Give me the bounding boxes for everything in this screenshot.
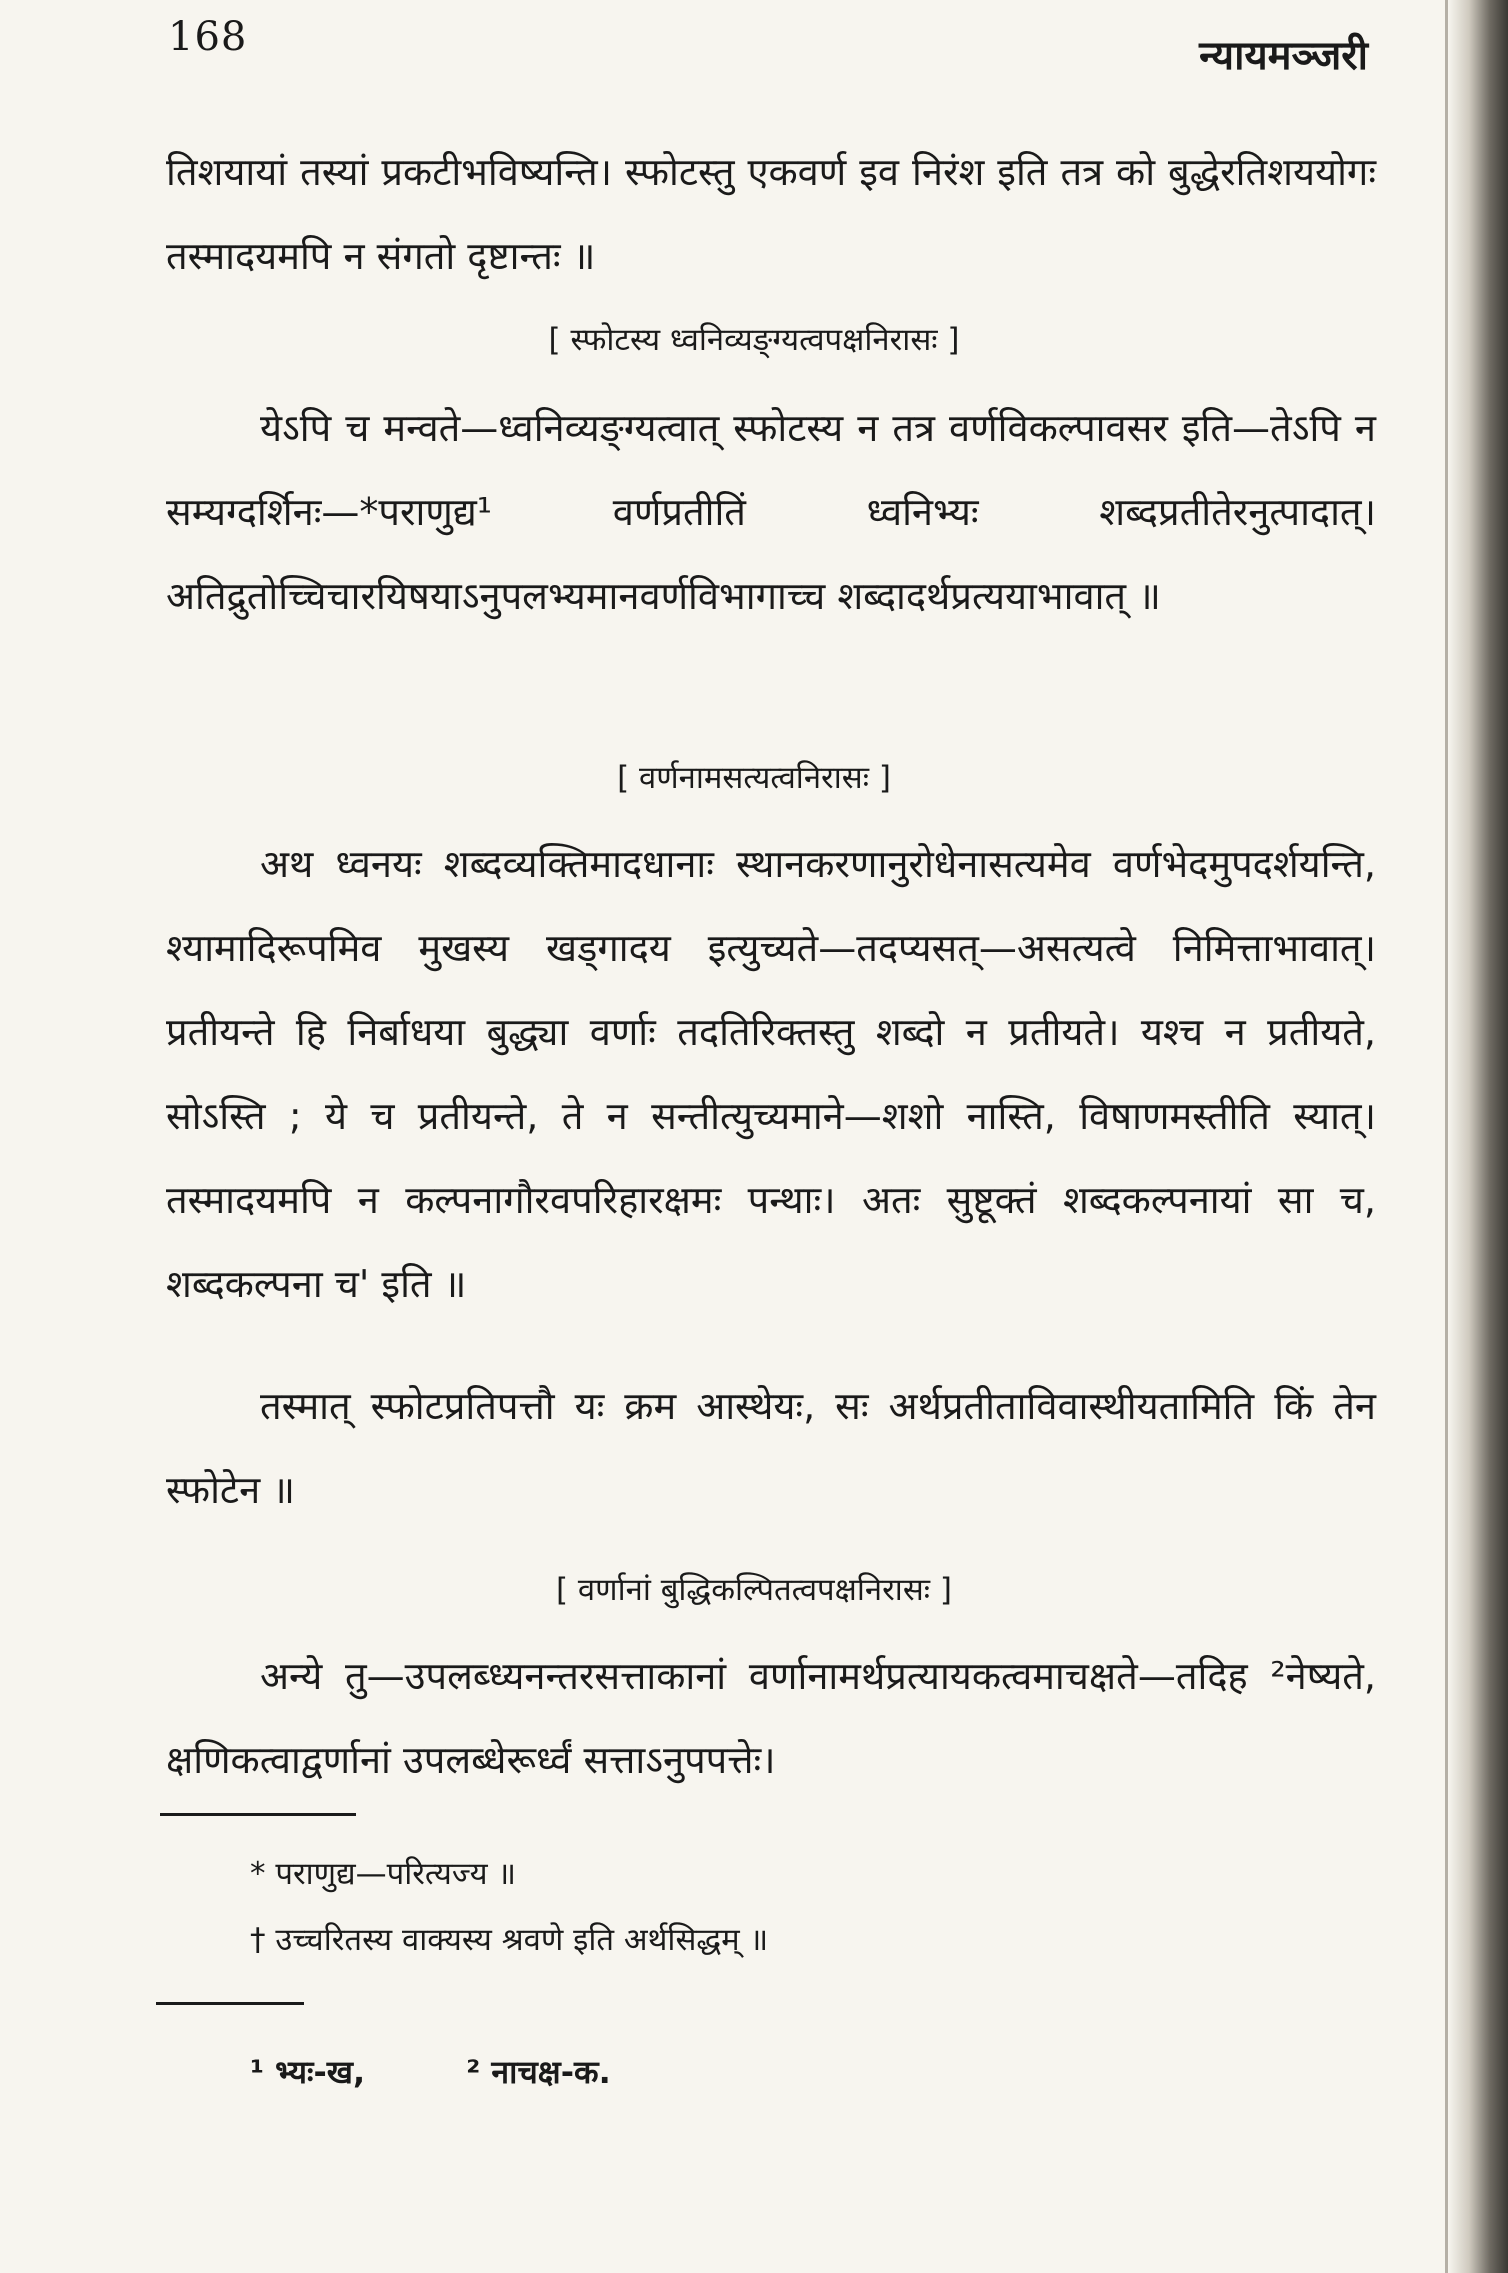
running-title: न्यायमञ्जरी [1199, 33, 1368, 79]
page-number: 168 [168, 14, 248, 60]
variant-2: ² नाचक्ष-क. [466, 2053, 611, 2091]
textual-variants [250, 2050, 701, 2093]
paragraph-2: येऽपि च मन्वते—ध्वनिव्यङ्ग्यत्वात् स्फोटस्य न तत्र वर्णविकल्पावसर इति—तेऽपि न सम्यग्दर्शिनः—*पराणुद्य¹ वर्णप्रतीतिं ध्वनिभ्यः शब्दप्रतीतेरनुत्पादात्। अतिद्रुतोच्चिचारयिषयाऽनुपलभ्यमानवर्णविभागाच्च शब्दादर्थप्रत्ययाभावात् ॥ [166, 406, 1376, 618]
footnote-dagger: † उच्चरितस्य वाक्यस्य श्रवणे इति अर्थसिद्धम् ॥ [250, 1922, 769, 1958]
book-spine-shadow [1448, 0, 1508, 2273]
paragraph-3: अथ ध्वनयः शब्दव्यक्तिमादधानाः स्थानकरणानुरोधेनासत्यमेव वर्णभेदमुपदर्शयन्ति, श्यामादिरूपमिव मुखस्य खड्गादय इत्युच्यते—तदप्यसत्—असत्यत्वे निमित्ताभावात्। प्रतीयन्ते हि निर्बाधया बुद्ध्या वर्णाः तदतिरिक्तस्तु शब्दो न प्रतीयते। यश्च न प्रतीयते, सोऽस्ति ; ये च प्रतीयन्ते, ते न सन्तीत्युच्यमाने—शशो नास्ति, विषाणमस्तीति स्यात्। तस्मादयमपि न कल्पनागौरवपरिहारक्षमः पन्थाः। अतः सुष्टूक्तं शब्दकल्पनायां सा च, शब्दकल्पना च' इति ॥ [166, 842, 1376, 1306]
variants-divider [156, 2002, 304, 2005]
paragraph-4: तस्मात् स्फोटप्रतिपत्तौ यः क्रम आस्थेयः, सः अर्थप्रतीताविवास्थीयतामिति किं तेन स्फोटेन ॥ [166, 1384, 1376, 1512]
footnote-star: * पराणुद्य—परित्यज्य ॥ [250, 1856, 517, 1892]
variant-1: ¹ भ्यः-ख, [250, 2053, 366, 2091]
paragraph-1: तिशयायां तस्यां प्रकटीभविष्यन्ति। स्फोटस्तु एकवर्ण इव निरंश इति तत्र को बुद्धेरतिशययोगः तस्मादयमपि न संगतो दृष्टान्तः ॥ [166, 150, 1376, 278]
paragraph-5: अन्ये तु—उपलब्ध्यनन्तरसत्ताकानां वर्णानामर्थप्रत्यायकत्वमाचक्षते—तदिह ²नेष्यते, क्षणिकत्वाद्वर्णानां उपलब्धेरूर्ध्वं सत्ताऽनुपपत्तेः। [166, 1654, 1376, 1782]
footnote-divider [160, 1813, 356, 1816]
section-heading-varna-asatya: [ वर्णनामसत्यत्वनिरासः ] [617, 760, 891, 796]
section-heading-sphota-dhvani: [ स्फोटस्य ध्वनिव्यङ्ग्यत्वपक्षनिरासः ] [548, 322, 960, 358]
section-heading-buddhi-kalpita: [ वर्णानां बुद्धिकल्पितत्वपक्षनिरासः ] [555, 1572, 953, 1608]
